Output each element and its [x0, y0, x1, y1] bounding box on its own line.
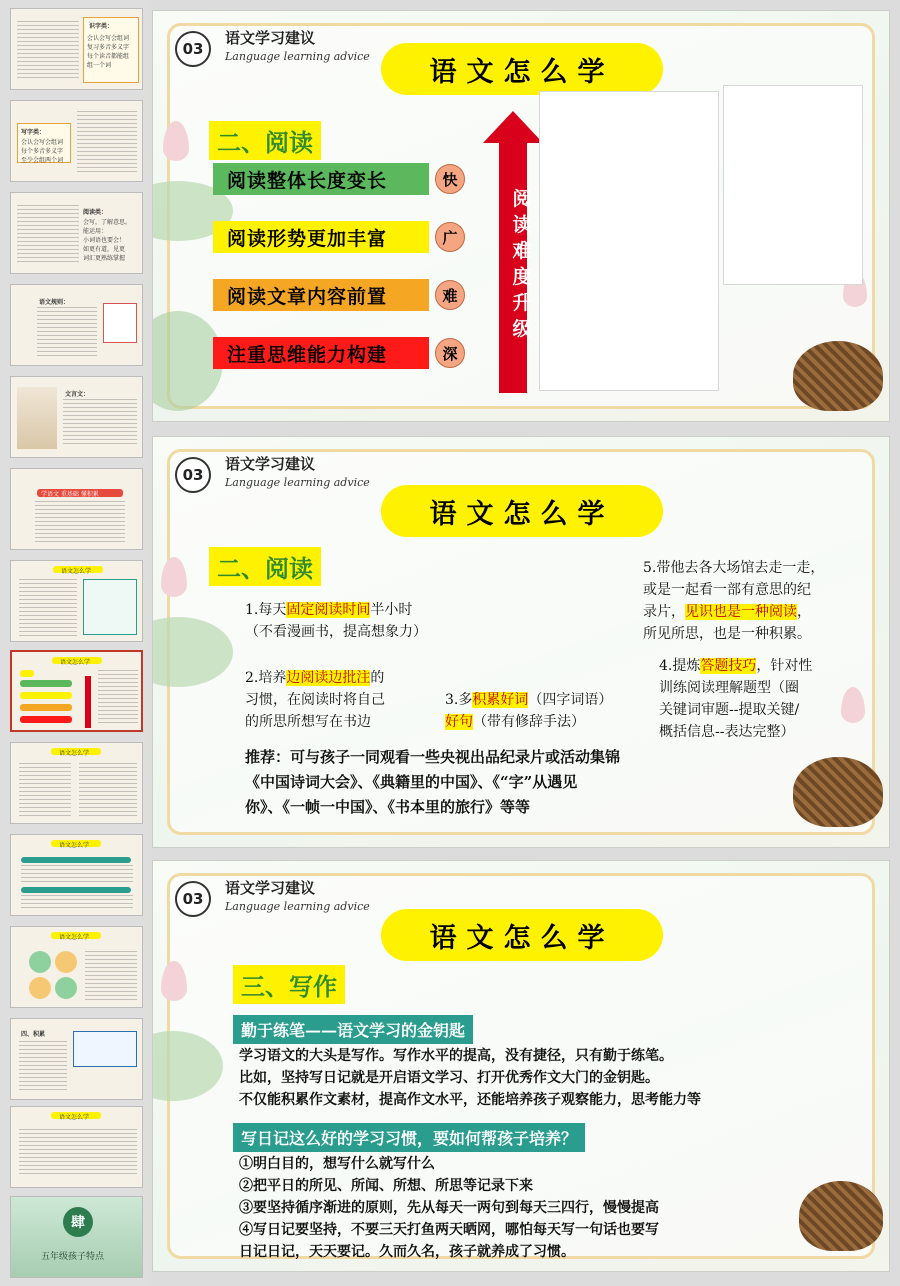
recommendation-line: 推荐：可与孩子一同观看一些央视出品纪录片或活动集锦: [245, 748, 621, 766]
slide-thumbnail-7[interactable]: [10, 560, 143, 642]
thumb-label: 四、积累: [21, 1031, 46, 1038]
feature-row: 注重思维能力构建: [213, 337, 429, 369]
slide-thumbnail-4[interactable]: [10, 284, 143, 366]
slide-title: 语文怎么学: [381, 43, 663, 95]
thumb-line: 如更有道，见更: [83, 246, 126, 253]
tip-highlight: 好句: [445, 714, 473, 730]
feature-row: 阅读整体长度变长: [213, 163, 429, 195]
thumb-label: 识字类：: [89, 23, 114, 30]
slide-thumbnail-13[interactable]: [10, 1106, 143, 1188]
writing-key-banner: 勤于练笔——语文学习的金钥匙: [233, 1015, 473, 1044]
tip-highlight: 见识也是一种阅读: [685, 604, 797, 620]
tip-text: 所见所思，也是一种积累。: [643, 626, 811, 642]
slide-thumbnail-14[interactable]: [10, 1196, 143, 1278]
reading-tip-3: [445, 689, 612, 733]
slide-title: 语文怎么学: [381, 485, 663, 537]
thumb-label: 五年级孩子特点: [41, 1252, 105, 1262]
tip-text: 4.提炼: [659, 658, 701, 674]
feature-level-badge: 快: [435, 164, 465, 194]
header-subtitle: Language learning advice: [225, 50, 370, 63]
reading-document-page: [539, 91, 719, 391]
reading-tip-4: [659, 655, 812, 743]
basket-decoration: [793, 341, 883, 411]
tip-text: （不看漫画书，提高想象力）: [245, 624, 427, 640]
tip-text: （四字词语）: [528, 692, 613, 708]
tip-text: ，针对性: [756, 658, 813, 674]
tip-text: 概括信息--表达完整）: [659, 724, 795, 740]
thumb-line: 小词语也要会！: [83, 237, 126, 244]
thumb-label: 语文怎么学: [59, 934, 90, 941]
diary-step: ③要坚持循序渐进的原则，先从每天一两句到每天三四行，慢慢提高: [239, 1200, 659, 1216]
recommendation-block: [245, 745, 620, 820]
tip-highlight: 边阅读边批注: [286, 670, 371, 686]
thumb-label: 阅读类：: [83, 209, 108, 216]
recommendation-line: 你》、《一帧一中国》、《书本里的旅行》等等: [245, 798, 531, 816]
slide-thumbnail-9[interactable]: [10, 742, 143, 824]
feature-row: 阅读形势更加丰富: [213, 221, 429, 253]
thumb-line: 至少会组两个词: [21, 157, 64, 164]
section-heading: 二、阅读: [209, 121, 321, 160]
tip-text: ，: [797, 604, 811, 620]
slide-reading-difficulty: [152, 10, 890, 422]
thumb-label: 语文怎么学: [59, 750, 90, 757]
thumb-line: 每个读音都能组: [87, 53, 130, 60]
section-number-badge: 03: [175, 881, 211, 917]
reading-document-page: [723, 85, 863, 285]
thumb-label: 语文怎么学: [59, 842, 90, 849]
writing-paragraph: [239, 1045, 701, 1111]
tip-text: （带有修辞手法）: [473, 714, 585, 730]
tip-highlight: 固定阅读时间: [286, 602, 371, 618]
recommendation-line: 《中国诗词大会》、《典籍里的中国》、《“字”从遇见: [245, 773, 578, 791]
tip-text: 1.每天: [245, 602, 287, 618]
slide-thumbnail-2[interactable]: [10, 100, 143, 182]
thumb-line: 组一个词: [87, 62, 112, 69]
reading-tip-2: [245, 667, 385, 733]
tip-text: 2.培养: [245, 670, 287, 686]
slide-thumbnail-11[interactable]: [10, 926, 143, 1008]
header-subtitle: Language learning advice: [225, 476, 370, 489]
thumb-line: 词汇更熟练掌握: [83, 255, 126, 262]
reading-tip-1: [245, 599, 427, 643]
slide-thumbnail-5[interactable]: [10, 376, 143, 458]
tip-text: 的所思所想写在书边: [245, 714, 371, 730]
basket-decoration: [793, 757, 883, 827]
tip-text: 录片，: [643, 604, 685, 620]
tip-text: 的: [370, 670, 385, 686]
slide-thumbnail-1[interactable]: [10, 8, 143, 90]
paragraph-line: 学习语文的大头是写作。写作水平的提高，没有捷径，只有勤于练笔。: [239, 1048, 673, 1064]
tip-highlight: 答题技巧: [700, 658, 757, 674]
thumb-line: 每个多音多义字: [21, 148, 64, 155]
diary-step: ②把平日的所见、所闻、所想、所思等记录下来: [239, 1178, 533, 1194]
thumb-label: 语文规则：: [39, 299, 70, 306]
feature-level-badge: 广: [435, 222, 465, 252]
feature-level-badge: 难: [435, 280, 465, 310]
paragraph-line: 比如，坚持写日记就是开启语文学习、打开优秀作文大门的金钥匙。: [239, 1070, 659, 1086]
feature-level-badge: 深: [435, 338, 465, 368]
arrow-label: 阅读难度升级: [512, 188, 532, 340]
thumb-label: 学语文 重基础 懂积累: [41, 491, 99, 498]
tip-highlight: 积累好词: [472, 692, 529, 708]
tip-text: 3.多: [445, 692, 473, 708]
slide-title: 语文怎么学: [381, 909, 663, 961]
thumb-label: 语文怎么学: [59, 1114, 90, 1121]
thumb-line: 会认会写会组词: [21, 139, 64, 146]
feature-row: 阅读文章内容前置: [213, 279, 429, 311]
header-title: 语文学习建议: [225, 29, 316, 47]
diary-steps-list: [239, 1153, 659, 1263]
thumb-line: 复习多音多义字: [87, 44, 130, 51]
tip-text: 训练阅读理解题型（圈: [659, 680, 799, 696]
thumb-badge: 肆: [63, 1207, 93, 1237]
basket-decoration: [799, 1181, 883, 1251]
diary-question-banner: 写日记这么好的学习习惯，要如何帮孩子培养？: [233, 1123, 585, 1152]
thumb-label: 语文怎么学: [60, 659, 91, 666]
header-title: 语文学习建议: [225, 879, 316, 897]
tip-text: 或是一起看一部有意思的纪: [643, 582, 811, 598]
tip-text: 习惯，在阅读时将自己: [245, 692, 385, 708]
reading-tip-5: [643, 557, 824, 645]
thumb-label: 写字类：: [21, 129, 46, 136]
slide-thumbnail-12[interactable]: [10, 1018, 143, 1100]
slide-thumbnail-8[interactable]: [10, 650, 143, 732]
section-number-badge: 03: [175, 457, 211, 493]
slide-thumbnail-10[interactable]: [10, 834, 143, 916]
section-heading: 二、阅读: [209, 547, 321, 586]
diary-step: 日记日记，天天要记。久而久名，孩子就养成了习惯。: [239, 1244, 575, 1260]
tip-text: 关键词审题--提取关键/: [659, 702, 800, 718]
section-heading: 三、写作: [233, 965, 345, 1004]
header-title: 语文学习建议: [225, 455, 316, 473]
thumb-line: 会写，了解意思。: [83, 219, 132, 226]
diary-step: ①明白目的，想写什么就写什么: [239, 1156, 435, 1172]
slide-reading-methods: [152, 436, 890, 848]
thumb-label: 语文怎么学: [61, 568, 92, 575]
thumb-label: 文言文：: [65, 391, 90, 398]
slide-thumbnail-6[interactable]: [10, 468, 143, 550]
slide-thumbnail-3[interactable]: [10, 192, 143, 274]
header-subtitle: Language learning advice: [225, 900, 370, 913]
thumb-line: 能运用：: [83, 228, 108, 235]
tip-text: 半小时: [370, 602, 413, 618]
slide-thumbnail-panel: [0, 0, 150, 1286]
diary-step: ④写日记要坚持，不要三天打鱼两天晒网，哪怕每天写一句话也要写: [239, 1222, 659, 1238]
paragraph-line: 不仅能积累作文素材，提高作文水平，还能培养孩子观察能力，思考能力等: [239, 1092, 701, 1108]
section-number-badge: 03: [175, 31, 211, 67]
tip-text: 5.带他去各大场馆去走一走，: [643, 560, 825, 576]
thumb-line: 会认会写会组词: [87, 35, 130, 42]
slide-writing: [152, 860, 890, 1272]
